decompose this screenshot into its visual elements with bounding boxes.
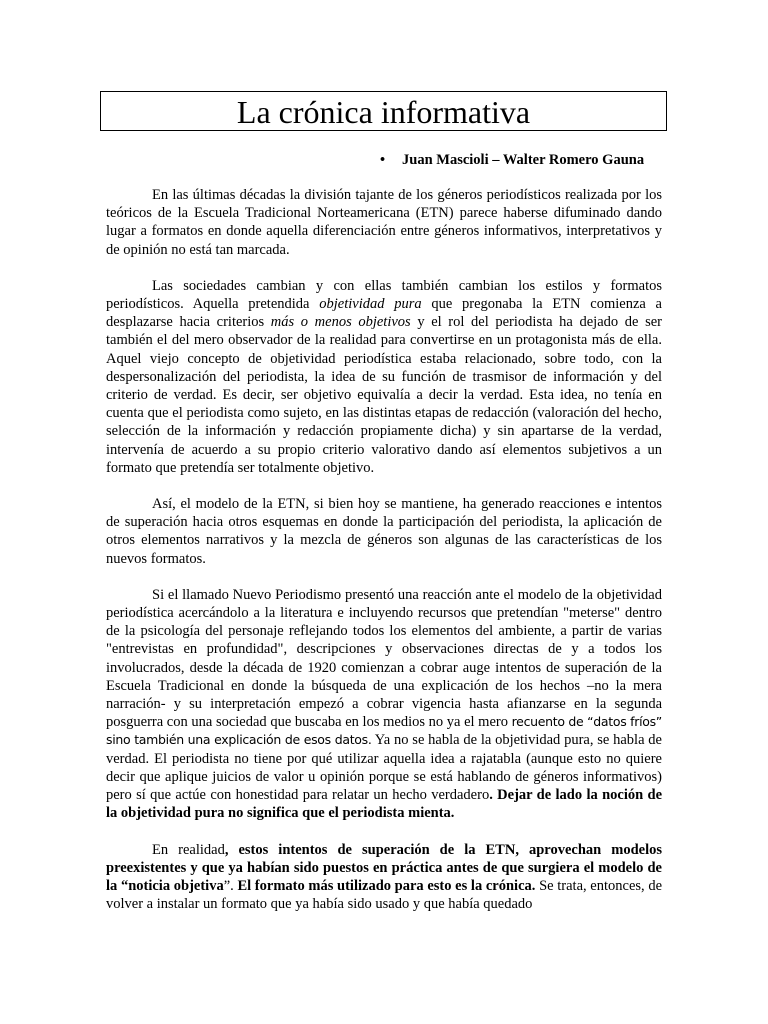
italic-term: más o menos objetivos [270, 314, 411, 331]
authors-line [380, 150, 644, 170]
authors-names: Juan Mascioli – Walter Romero Gauna [402, 152, 645, 168]
document-title: La crónica informativa [100, 91, 667, 131]
document-body [106, 186, 662, 913]
sans-text-run: recuento de “datos fríos” sino también una explicación de esos datos. [106, 714, 662, 748]
italic-term: objetividad pura [319, 296, 422, 313]
bold-statement: . Dejar de lado la noción de la objetividad pura no significa que el periodista mienta. [106, 787, 663, 822]
bold-statement: El formato más utilizado para esto es la crónica. [237, 877, 536, 894]
text-run: Si el llamado Nuevo Periodismo presentó una reacción ante el modelo de la objetividad periodística acercándolo a la literatura e incluyendo recursos que pretendían "meterse" dentro de la psicología del personaje reflejando todos los elementos del ambiente, a partir de varias "entrevistas en profundidad", descripciones y observaciones directas de y a todos los involucrados, desde la década de 1920 comienzan a cobrar auge intentos de superación de la Escuela Tradicional en donde la búsqueda de una explicación de los hechos –no la mera narración- y su interpretación empezó a cobrar vigencia hasta afianzarse en la segunda posguerra con una sociedad que buscaba en los medios no ya el mero [106, 586, 662, 731]
paragraph-5 [106, 841, 662, 914]
paragraph-3: Así, el modelo de la ETN, si bien hoy se mantiene, ha generado reacciones e intentos de superación hacia otros esquemas en donde la participación del periodista, la aplicación de otros elementos narrativos y la mezcla de géneros son algunas de las características de los nuevos formatos. [106, 496, 662, 567]
paragraph-1: En las últimas décadas la división tajante de los géneros periodísticos realizada por los teóricos de la Escuela Tradicional Norteamericana (ETN) parece haberse difuminado dando lugar a formatos en donde aquella diferenciación entre géneros informativos, interpretativos y de opinión no está tan marcada. [106, 187, 662, 258]
text-run: que pregonaba la ETN comienza a desplazarse hacia criterios [106, 296, 662, 331]
text-run: ”. [223, 877, 238, 894]
paragraph-2 [106, 277, 662, 477]
paragraph-4 [106, 586, 662, 823]
text-run: Ya no se habla de la objetividad pura, se habla de verdad. El periodista no tiene por qué utilizar aquella idea a rajatabla (aunque esto no quiere decir que aplique juicios de valor u opinión porque se está hablando de géneros informativos) pero sí que actúe con honestidad para relatar un hecho verdadero [106, 732, 662, 804]
bullet-icon: • [380, 152, 386, 168]
text-run: Las sociedades cambian y con ellas también cambian los estilos y formatos periodísticos. Aquella pretendida [106, 277, 662, 313]
text-run: Se trata, entonces, de volver a instalar un formato que ya había sido usado y que había quedado [106, 877, 663, 913]
bold-statement: , estos intentos de superación de la ETN, aprovechan modelos preexistentes y que ya habían sido puestos en práctica antes de que surgiera el modelo de la “noticia objetiva [106, 841, 662, 894]
text-run: En realidad [152, 841, 225, 858]
text-run: y el rol del periodista ha dejado de ser también el del mero observador de la realidad para convertirse en un protagonista más de ella. Aquel viejo concepto de objetividad periodística estaba relacionado, sobre todo, con la despersonalización del periodista, la idea de su función de trasmisor de información y del criterio de verdad. Es decir, ser objetivo equivalía a decir la verdad. Esta idea, no tenía en cuenta que el periodista como sujeto, en las distintas etapas de redacción (valoración del hecho, selección de la información y redacción propiamente dicha) y sin apartarse de la verdad, intervenía de acuerdo a su propio criterio valorativo dando así elementos subjetivos a un formato que pretendía ser totalmente objetivo. [106, 314, 662, 476]
